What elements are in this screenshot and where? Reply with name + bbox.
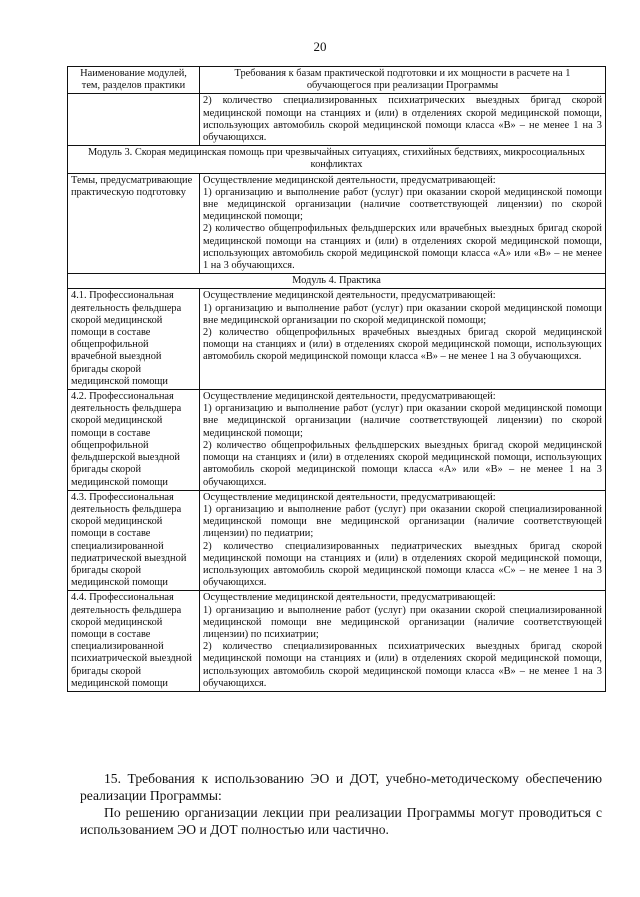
requirement-line: 1) организацию и выполнение работ (услуг) при оказании скорой медицинской помощи вне медицинской организации (наличие соответствующей лицензии) по скорой медицинской помощи; bbox=[203, 186, 602, 223]
row-name: 4.3. Профессиональная деятельность фельдшера скорой медицинской помощи в составе специализированной педиатрической выездной бригады скорой медицинской помощи bbox=[68, 490, 200, 591]
requirement-line: 2) количество общепрофильных врачебных выездных бригад скорой медицинской помощи на станциях и (или) в отделениях скорой медицинской помощи, использующих автомобиль скорой медицинской помощи класса «В» – не менее 1 на 3 обучающихся. bbox=[203, 327, 602, 363]
section-15 bbox=[80, 770, 602, 838]
requirement-line: Осуществление медицинской деятельности, предусматривающей: bbox=[203, 491, 496, 503]
row-requirements bbox=[200, 289, 606, 390]
requirement-line: 1) организацию и выполнение работ (услуг) при оказании скорой специализированной медицинской помощи вне медицинской организации (наличие соответствующей лицензии) по психиатрии; bbox=[203, 604, 602, 640]
row-name: 4.4. Профессиональная деятельность фельдшера скорой медицинской помощи в составе специализированной психиатрической выездной бригады скорой медицинской помощи bbox=[68, 591, 200, 692]
requirement-line: 2) количество общепрофильных фельдшерских или врачебных выездных бригад скорой медицинской помощи на станциях и (или) в отделениях скорой медицинской помощи, использующих автомобиль скорой медицинской помощи класса «А» или «В» – не менее 1 на 3 обучающихся. bbox=[203, 223, 602, 272]
table-row bbox=[68, 173, 606, 274]
row-name-empty bbox=[68, 94, 200, 146]
row-name: 4.2. Профессиональная деятельность фельдшера скорой медицинской помощи в составе общепрофильной фельдшерской выездной бригады скорой медицинской помощи bbox=[68, 390, 200, 491]
requirement-line: Осуществление медицинской деятельности, предусматривающей: bbox=[203, 391, 496, 403]
page-number: 20 bbox=[313, 39, 327, 54]
row-requirements bbox=[200, 591, 606, 692]
requirement-line: 2) количество специализированных педиатрических выездных бригад скорой медицинской помощи на станциях и (или) в отделениях скорой медицинской помощи, использующих автомобиль скорой медицинской помощи класса «С» – не менее 1 на 3 обучающихся. bbox=[203, 540, 602, 589]
module-title-row bbox=[68, 274, 606, 289]
section-15-body: По решению организации лекции при реализации Программы могут проводиться с использованием ЭО и ДОТ полностью или частично. bbox=[80, 805, 602, 837]
row-requirements bbox=[200, 390, 606, 491]
requirement-line: 1) организацию и выполнение работ (услуг) при оказании скорой медицинской помощи вне медицинской организации (наличие соответствующей лицензии) по скорой медицинской помощи; bbox=[203, 403, 602, 439]
module-3-title: Модуль 3. Скорая медицинская помощь при чрезвычайных ситуациях, стихийных бедствиях, микросоциальных конфликтах bbox=[68, 146, 606, 173]
table-row bbox=[68, 390, 606, 491]
table-row bbox=[68, 94, 606, 146]
continuation-text: 2) количество специализированных психиатрических выездных бригад скорой медицинской помощи на станциях и (или) в отделениях скорой медицинской помощи, использующих автомобиль скорой медицинской помощи класса «В» – не менее 1 на 3 обучающихся. bbox=[200, 94, 606, 146]
row-requirements bbox=[200, 490, 606, 591]
requirement-line: Осуществление медицинской деятельности, предусматривающей: bbox=[203, 290, 496, 302]
requirement-line: 2) количество специализированных психиатрических выездных бригад скорой медицинской помощи на станциях и (или) в отделениях скорой медицинской помощи, использующих автомобиль скорой медицинской помощи класса «В» – не менее 1 на 3 обучающихся. bbox=[203, 641, 602, 689]
header-requirements: Требования к базам практической подготовки и их мощности в расчете на 1 обучающегося при реализации Программы bbox=[200, 67, 606, 94]
requirement-line: Осуществление медицинской деятельности, предусматривающей: bbox=[203, 592, 496, 604]
module-title-row bbox=[68, 146, 606, 173]
table-row bbox=[68, 591, 606, 692]
table-header-row bbox=[68, 67, 606, 94]
row-requirements bbox=[200, 173, 606, 274]
requirement-line: Осуществление медицинской деятельности, предусматривающей: bbox=[203, 174, 496, 186]
row-name: Темы, предусматривающие практическую подготовку bbox=[68, 173, 200, 274]
table-row bbox=[68, 490, 606, 591]
requirement-line: 2) количество общепрофильных фельдшерских выездных бригад скорой медицинской помощи на станциях и (или) в отделениях скорой медицинской помощи, использующих автомобиль скорой медицинской помощи класса «А» или «В» – не менее 1 на 3 обучающихся. bbox=[203, 439, 602, 488]
requirement-line: 1) организацию и выполнение работ (услуг) при оказании скорой специализированной медицинской помощи вне медицинской организации (наличие соответствующей лицензии) по педиатрии; bbox=[203, 503, 602, 540]
practice-requirements-table bbox=[67, 66, 606, 692]
section-15-heading: 15. Требования к использованию ЭО и ДОТ, учебно-методическому обеспечению реализации Программы: bbox=[80, 771, 602, 803]
table-row bbox=[68, 289, 606, 390]
requirement-line: 1) организацию и выполнение работ (услуг) при оказании скорой медицинской помощи вне медицинской организации по скорой медицинской помощи; bbox=[203, 302, 602, 326]
row-name: 4.1. Профессиональная деятельность фельдшера скорой медицинской помощи в составе общепрофильной врачебной выездной бригады скорой медицинской помощи bbox=[68, 289, 200, 390]
header-modules: Наименование модулей, тем, разделов практики bbox=[68, 67, 200, 94]
module-4-title: Модуль 4. Практика bbox=[68, 274, 606, 289]
